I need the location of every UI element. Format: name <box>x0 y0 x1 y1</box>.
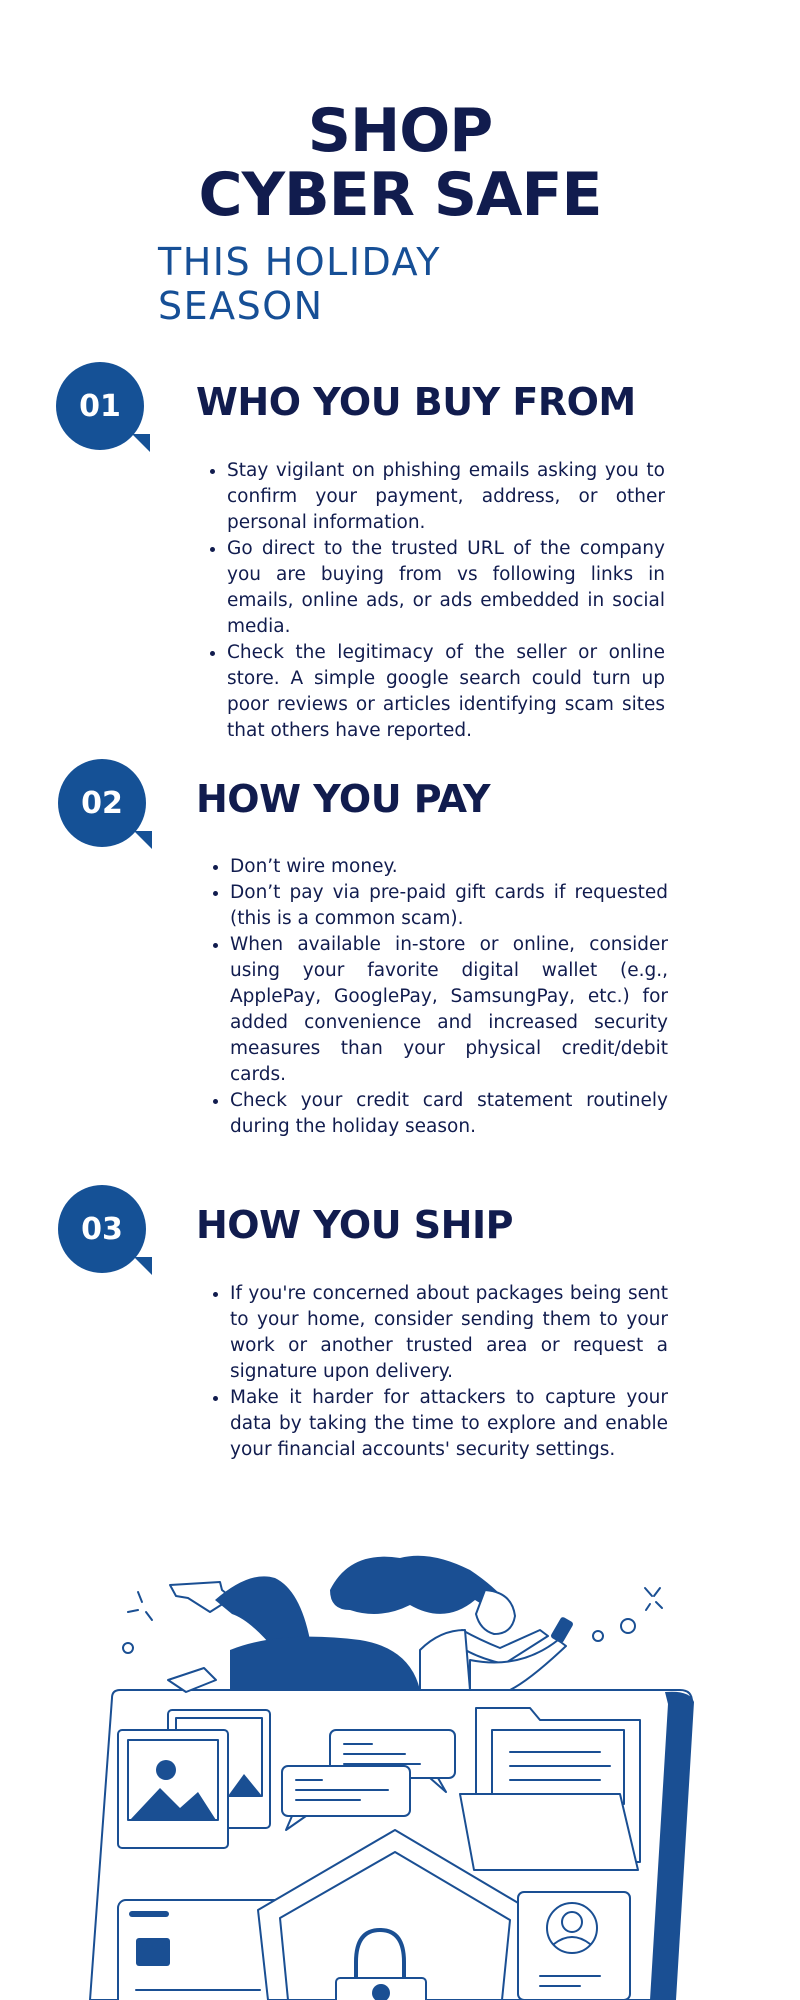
list-item: • Stay vigilant on phishing emails asking you to confirm your payment, address, or other personal information. <box>227 458 665 536</box>
section-2-badge <box>58 759 146 847</box>
section-1-title: WHO YOU BUY FROM <box>196 380 636 424</box>
section-3-badge <box>58 1185 146 1273</box>
sparkle-icon <box>593 1588 662 1641</box>
list-item: • If you're concerned about packages being sent to your home, consider sending them to your work or another trusted area or request a signature upon delivery. <box>230 1281 668 1385</box>
list-item: • Make it harder for attackers to capture your data by taking the time to explore and enable your financial accounts' security settings. <box>230 1385 668 1463</box>
list-item: • Don’t wire money. <box>230 854 668 880</box>
list-item: • Don’t pay via pre-paid gift cards if requested (this is a common scam). <box>230 880 668 932</box>
list-item: • Check the legitimacy of the seller or online store. A simple google search could turn up poor reviews or articles identifying scam sites that others have reported. <box>227 640 665 744</box>
sparkle-icon <box>123 1592 152 1653</box>
section-3-number: 03 <box>81 1211 123 1247</box>
subtitle: THIS HOLIDAY SEASON <box>158 240 441 328</box>
section-1-badge <box>56 362 144 450</box>
section-2-number: 02 <box>81 785 123 821</box>
section-3-title: HOW YOU SHIP <box>196 1203 513 1247</box>
list-item: • Check your credit card statement routinely during the holiday season. <box>230 1088 668 1140</box>
section-1-list <box>197 458 665 744</box>
list-item: • When available in-store or online, consider using your favorite digital wallet (e.g., ApplePay, GooglePay, SamsungPay, etc.) for added convenience and increased security measures than your physical credit/debit cards. <box>230 932 668 1088</box>
section-1-number: 01 <box>79 388 121 424</box>
woman-on-phone-shopping-illustration <box>0 1530 800 2000</box>
section-2-list <box>200 854 668 1140</box>
list-item: • Go direct to the trusted URL of the company you are buying from vs following links in emails, online ads, or ads embedded in social media. <box>227 536 665 640</box>
section-2-title: HOW YOU PAY <box>196 777 490 821</box>
title-line-2: CYBER SAFE <box>198 160 602 230</box>
title-line-1: SHOP <box>307 96 493 166</box>
section-3-list <box>200 1281 668 1463</box>
